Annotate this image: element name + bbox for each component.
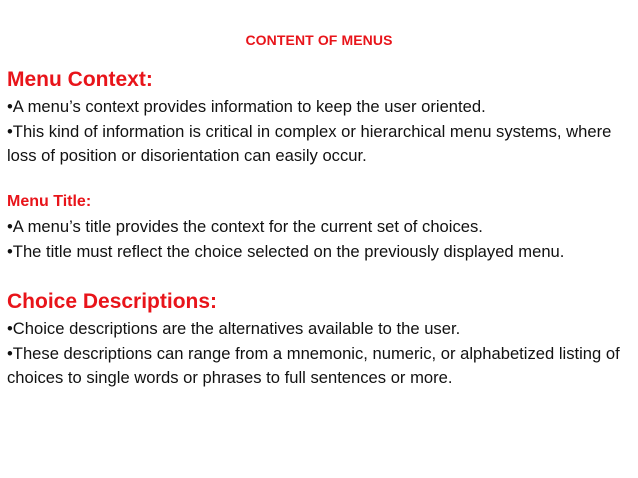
section-spacer xyxy=(7,264,632,290)
section-spacer xyxy=(7,169,632,193)
section-menu-context xyxy=(7,68,632,169)
section-choice-descriptions xyxy=(7,290,632,391)
bullet-menu-title-1: •A menu’s title provides the context for the current set of choices. xyxy=(7,217,483,237)
slide-title: CONTENT OF MENUS xyxy=(245,32,393,48)
bullet-menu-title-2: •The title must reflect the choice selected on the previously displayed menu. xyxy=(7,241,565,261)
section-heading-menu-title: Menu Title: xyxy=(7,192,92,210)
bullet-menu-context-2: •This kind of information is critical in complex or hierarchical menu systems, where loss of position or disorientation can easily occur. xyxy=(7,121,612,166)
section-heading-menu-context: Menu Context: xyxy=(7,68,153,91)
slide-content xyxy=(7,68,632,391)
bullet-choice-descriptions-1: •Choice descriptions are the alternatives available to the user. xyxy=(7,319,461,339)
bullet-menu-context-1: •A menu’s context provides information to keep the user oriented. xyxy=(7,97,486,117)
section-menu-title xyxy=(7,193,632,264)
bullet-choice-descriptions-2: •These descriptions can range from a mnemonic, numeric, or alphabetized listing of choices to single words or phrases to full sentences or more. xyxy=(7,343,620,388)
section-heading-choice-descriptions: Choice Descriptions: xyxy=(7,290,218,314)
